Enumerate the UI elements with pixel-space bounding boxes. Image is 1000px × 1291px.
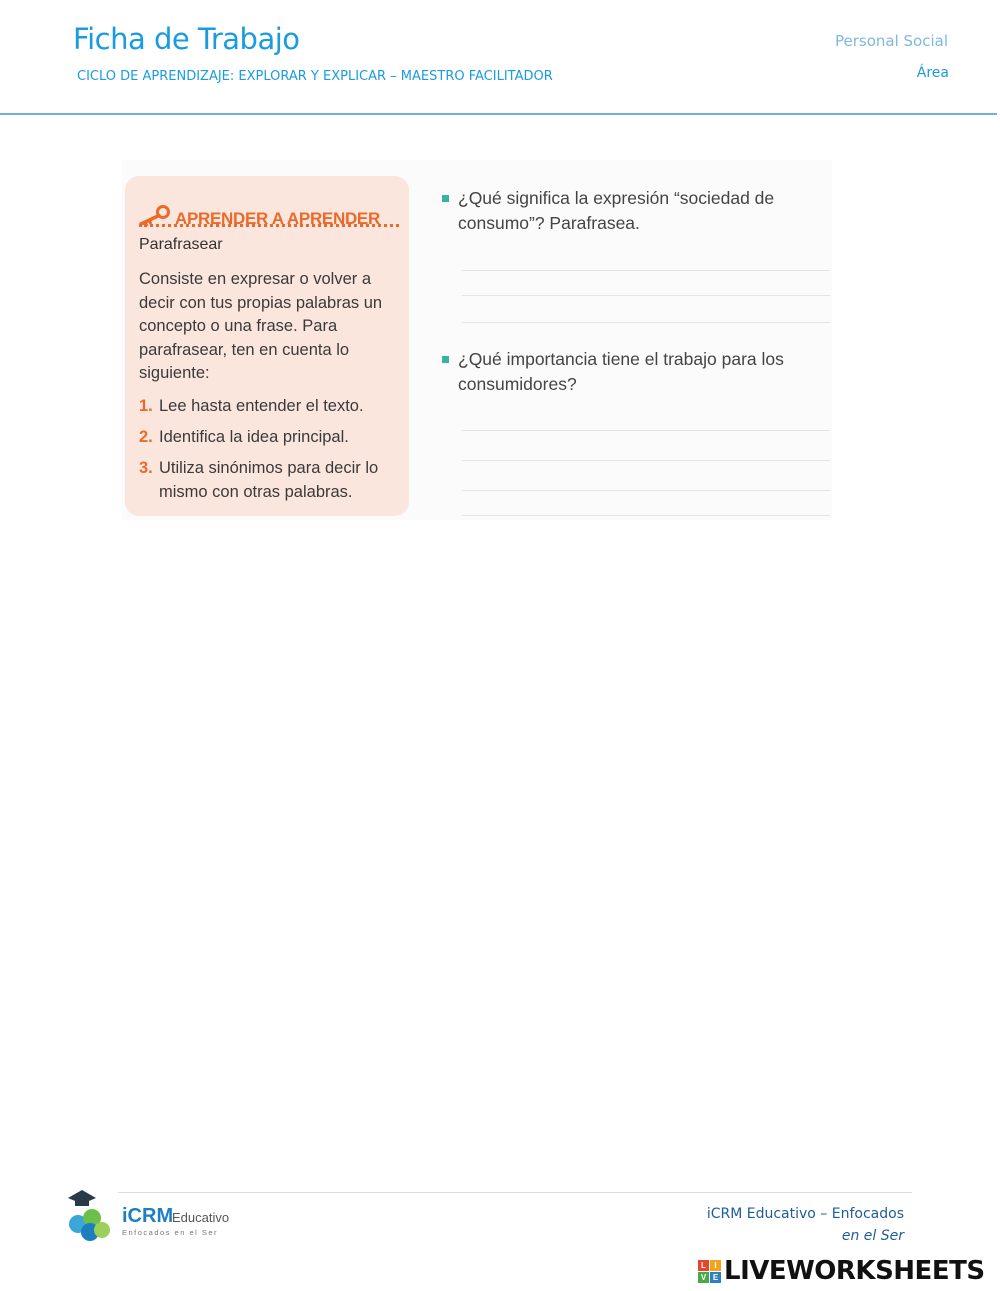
- area-label: Área: [916, 65, 949, 81]
- dotted-divider: [139, 224, 399, 227]
- answer-line: [462, 490, 830, 491]
- answer-line: [462, 430, 830, 431]
- question-text: ¿Qué importancia tiene el trabajo para los consumidores?: [458, 349, 784, 394]
- answer-line: [462, 515, 830, 516]
- key-icon: [137, 204, 171, 233]
- step-item: [139, 456, 401, 504]
- tip-subtitle: Parafrasear: [139, 236, 223, 253]
- header-divider: [0, 113, 997, 115]
- watermark-text: LIVEWORKSHEETS: [724, 1256, 985, 1286]
- footer-brand: iCRM Educativo – Enfocados: [706, 1206, 904, 1222]
- footer-brand-tagline: en el Ser: [841, 1228, 904, 1244]
- tip-heading: [137, 204, 380, 233]
- bullet-icon: [442, 356, 449, 363]
- tip-steps: [139, 394, 401, 511]
- icrm-logo-icon: [62, 1188, 237, 1244]
- liveworksheets-watermark: [698, 1256, 985, 1286]
- subject-label: Personal Social: [834, 32, 948, 50]
- question-2: [442, 347, 822, 397]
- svg-text:Enfocados en el Ser: Enfocados en el Ser: [122, 1228, 219, 1237]
- step-item: [139, 425, 401, 449]
- question-1: [442, 186, 822, 236]
- worksheet-image: [122, 160, 832, 520]
- answer-line: [462, 295, 830, 296]
- tip-body: Consiste en expresar o volver a decir con tus propias palabras un concepto o una frase. Para parafrasear, ten en cuenta lo siguiente:: [139, 270, 383, 382]
- svg-text:iCRM: iCRM: [122, 1205, 174, 1227]
- answer-line: [462, 270, 830, 271]
- liveworksheets-icon: L I V E: [698, 1260, 721, 1283]
- cycle-subtitle: CICLO DE APRENDIZAJE: EXPLORAR Y EXPLICAR – MAESTRO FACILITADOR: [77, 69, 553, 84]
- step-number: 1.: [139, 397, 153, 415]
- page-title: Ficha de Trabajo: [73, 22, 300, 56]
- step-number: 3.: [139, 459, 153, 477]
- step-item: [139, 394, 401, 418]
- svg-text:Educativo: Educativo: [172, 1210, 230, 1225]
- step-text: Utiliza sinónimos para decir lo mismo con otras palabras.: [159, 459, 379, 501]
- answer-line: [462, 460, 830, 461]
- footer-divider: [118, 1192, 912, 1193]
- step-text: Lee hasta entender el texto.: [159, 397, 364, 415]
- learning-tip-box: [125, 176, 409, 516]
- bullet-icon: [442, 195, 449, 202]
- answer-line: [462, 322, 830, 323]
- step-text: Identifica la idea principal.: [159, 428, 349, 446]
- step-number: 2.: [139, 428, 153, 446]
- question-text: ¿Qué significa la expresión “sociedad de consumo”? Parafrasea.: [458, 188, 775, 233]
- tip-heading-text: APRENDER A APRENDER: [175, 208, 380, 228]
